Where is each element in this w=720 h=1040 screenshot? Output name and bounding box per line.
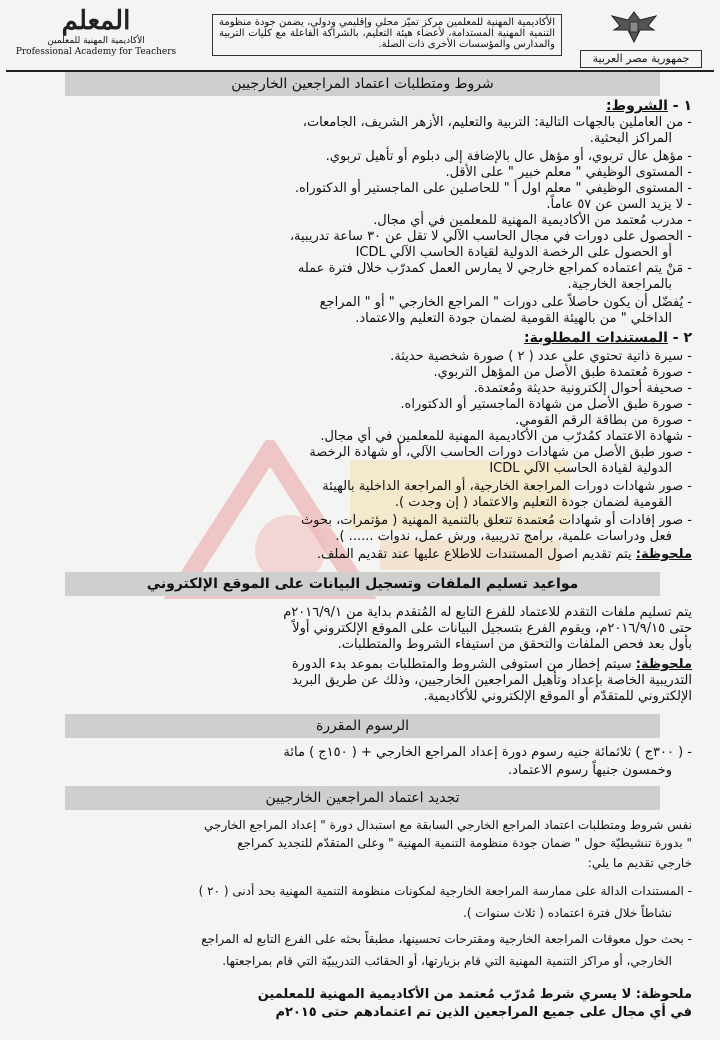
- documents-title: المستندات المطلوبة:: [524, 330, 668, 346]
- academy-logo: [6, 6, 186, 66]
- renewal-line: الخارجي، أو مراكز التنمية المهنية التي قام بزيارتها، أو الحقائب التدريبيّة التي قام بمراجعتها.: [222, 954, 672, 968]
- academy-logo-mark: المعلم: [61, 6, 131, 36]
- deadline-line: حتى ٢٠١٦/٩/١٥م، ويقوم الفرع بتسجيل البيانات على الموقع الإلكتروني أولاً: [292, 621, 692, 636]
- fee-line: - ( ٣٠٠ج ) ثلاثمائة جنيه رسوم دورة إعداد المراجع الخارجي + ( ١٥٠ج ) مائة: [283, 745, 692, 760]
- document-line: الدولية لقيادة الحاسب الآلي ICDL: [489, 461, 672, 476]
- condition-line: - المستوى الوظيفي " معلم خبير " على الأقل.: [445, 165, 692, 180]
- documents-number: ٢ -: [672, 330, 692, 346]
- document-line: - صورة مُعتمدة طبق الأصل من المؤهل التربوي.: [433, 365, 692, 380]
- condition-line: - لا يزيد السن عن ٥٧ عاماً.: [546, 197, 692, 212]
- condition-line: - مؤهل عال تربوي، أو مؤهل عال بالإضافة إلى دبلوم أو تأهيل تربوي.: [325, 149, 692, 164]
- renewal-line: - بحث حول معوقات المراجعة الخارجية ومقترحات تحسينها، مطبقاً بحثه على الفرع التابع له المراجع: [201, 932, 692, 946]
- deadlines-note-label: ملحوظة:: [635, 657, 692, 672]
- condition-line: بالمراجعة الخارجية.: [567, 277, 672, 292]
- document-line: - صور إفادات أو شهادات مُعتمدة تتعلق بالتنمية المهنية ( مؤتمرات، بحوث: [300, 513, 692, 528]
- condition-line: - الحصول على دورات في مجال الحاسب الآلي لا تقل عن ٣٠ ساعة تدريبية،: [289, 229, 692, 244]
- renewal-line: خارجي تقديم ما يلي:: [587, 856, 692, 870]
- condition-line: أو الحصول على الرخصة الدولية لقيادة الحاسب الآلي ICDL: [355, 245, 672, 260]
- documents-heading: [524, 330, 692, 346]
- document-line: - صور طبق الأصل من شهادات دورات الحاسب الآلي، أو شهادة الرخصة: [309, 445, 692, 460]
- document-line: - صورة من بطاقة الرقم القومي.: [515, 413, 692, 428]
- renewal-note-label: ملحوظة:: [635, 987, 692, 1002]
- document-line: - صورة طبق الأصل من شهادة الماجستير أو الدكتوراه.: [400, 397, 692, 412]
- documents-note: [317, 548, 692, 562]
- deadlines-note-text: سيتم إخطار من استوفى الشروط والمتطلبات بموعد بدء الدورة: [291, 657, 636, 672]
- renewal-note: [258, 988, 692, 1002]
- renewal-line: نفس شروط ومتطلبات اعتماد المراجع الخارجي السابقة مع استبدال دورة " إعداد المراجع الخارجي: [204, 818, 692, 832]
- deadlines-note: [292, 658, 692, 672]
- title-banner: شروط ومتطلبات اعتماد المراجعين الخارجيين: [65, 72, 660, 96]
- documents-note-label: ملحوظة:: [635, 547, 692, 562]
- renewal-note-line: في أي مجال على جميع المراجعين الذين تم اعتمادهم حتى ٢٠١٥م: [275, 1005, 692, 1020]
- deadlines-note-line: الإلكتروني للمتقدّم أو الموقع الإلكتروني للأكاديمية.: [423, 689, 692, 704]
- academy-vision-box: الأكاديمية المهنية للمعلمين مركز تميّز محلي وإقليمي ودولي، يضمن جودة منظومة التنمية المهنية المستدامة، لأعضاء هيئة التعليم، بالشراكة الفاعلة مع كليات التربية والمدارس والمؤسسات الأخرى ذات الصلة.: [212, 14, 562, 56]
- conditions-title: الشروط:: [606, 98, 668, 114]
- condition-line: المراكز البحثية.: [589, 131, 672, 146]
- document-line: - صور شهادات دورات المراجعة الخارجية، أو المراجعة الداخلية بالهيئة: [322, 479, 692, 494]
- deadlines-note-line: التدريبية الخاصة بإعداد وتأهيل المراجعين الخارجيين، وذلك عن طريق البريد: [291, 673, 692, 688]
- document-line: القومية لضمان جودة التعليم والاعتماد ( إن وجدت ).: [394, 495, 672, 510]
- document-line: فعل ودراسات علمية، برامج تدريبية، ورش عمل، ندوات ...... ).: [335, 529, 672, 544]
- condition-line: - المستوى الوظيفي " معلم اول أ " للحاصلين على الماجستير أو الدكتوراه.: [294, 181, 692, 196]
- deadline-line: بأول بعد فحص الملفات والتحقق من استيفاء الشروط والمتطلبات.: [337, 637, 692, 652]
- condition-line: الداخلي " من بالهيئة القومية لضمان جودة التعليم والاعتماد.: [355, 311, 672, 326]
- condition-line: - مدرب مُعتمد من الأكاديمية المهنية للمعلمين في أي مجال.: [373, 213, 692, 228]
- renewal-line: - المستندات الدالة على ممارسة المراجعة الخارجية لمكونات منظومة التنمية المهنية بحد أدنى ( ٢٠ ): [198, 884, 692, 898]
- academy-logo-arabic: الأكاديمية المهنية للمعلمين: [47, 36, 145, 46]
- document-line: - سيرة ذاتية تحتوي على عدد ( ٢ ) صورة شخصية حديثة.: [390, 349, 692, 364]
- renewal-line: " بدورة تنشيطيّة حول " ضمان جودة منظومة التنمية المهنية " وعلى المتقدّم للتجديد كمراجع: [237, 836, 692, 850]
- renewal-line: نشاطاً خلال فترة اعتماده ( ثلاث سنوات ).: [463, 906, 672, 920]
- document-line: - شهادة الاعتماد كمُدرّب من الأكاديمية المهنية للمعلمين في أي مجال.: [320, 429, 692, 444]
- fees-banner: الرسوم المقررة: [65, 714, 660, 738]
- deadline-line: يتم تسليم ملفات التقدم للاعتماد للفرع التابع له المُتقدم بداية من ٢٠١٦/٩/١م: [283, 605, 692, 620]
- ministry-eagle-icon: [604, 8, 664, 44]
- conditions-heading: [606, 98, 692, 114]
- country-label: جمهورية مصر العربية: [580, 50, 702, 68]
- renewal-banner: تجديد اعتماد المراجعين الخارجيين: [65, 786, 660, 810]
- conditions-number: ١ -: [672, 98, 692, 114]
- document-line: - صحيفة أحوال إلكترونية حديثة ومُعتمدة.: [473, 381, 692, 396]
- deadlines-banner: مواعيد تسليم الملفات وتسجيل البيانات على الموقع الإلكتروني: [65, 572, 660, 596]
- renewal-note-text: لا يسري شرط مُدرّب مُعتمد من الأكاديمية المهنية للمعلمين: [257, 987, 636, 1002]
- condition-line: - يُفضّل أن يكون حاصلاً على دورات " المراجع الخارجي " أو " المراجع: [319, 295, 692, 310]
- academy-logo-english: Professional Academy for Teachers: [15, 47, 177, 57]
- condition-line: - من العاملين بالجهات التالية: التربية والتعليم، الأزهر الشريف، الجامعات،: [302, 115, 692, 130]
- condition-line: - مَنْ يتم اعتماده كمراجع خارجي لا يمارس العمل كمدرّب خلال فترة عمله: [297, 261, 692, 276]
- documents-note-text: يتم تقديم اصول المستندات للاطلاع عليها عند تقديم الملف.: [316, 547, 636, 562]
- fee-line: وخمسون جنيهاً رسوم الاعتماد.: [508, 763, 672, 778]
